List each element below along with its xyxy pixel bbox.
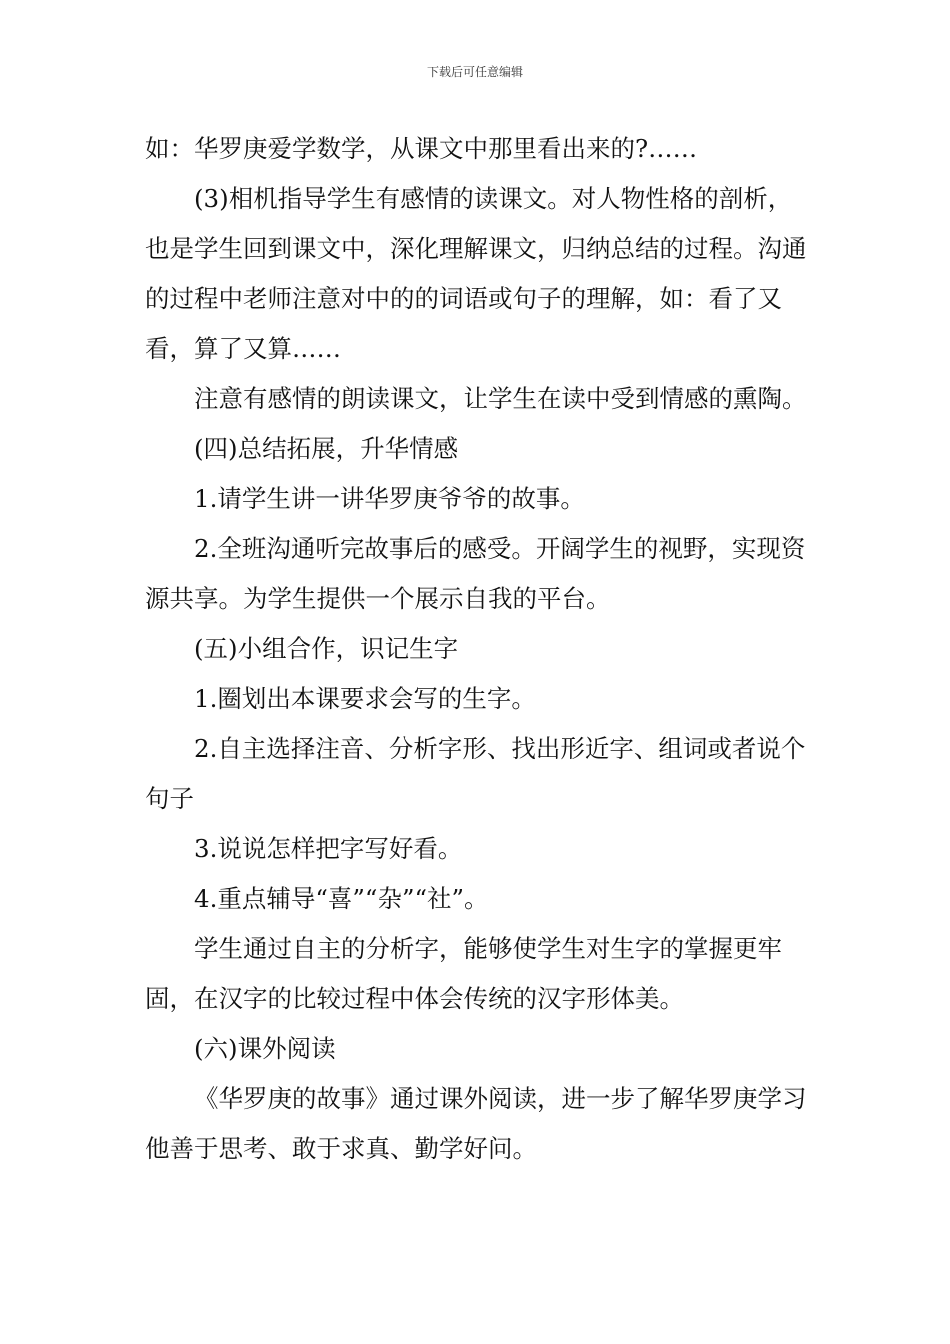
list-item: 2.自主选择注音、分析字形、找出形近字、组词或者说个句子 (145, 734, 806, 813)
section-heading: (四)总结拓展，升华情感 (194, 434, 459, 463)
list-item: 2.全班沟通听完故事后的感受。开阔学生的视野，实现资源共享。为学生提供一个展示自我的平台。 (145, 534, 806, 613)
list-item: 1.圈划出本课要求会写的生字。 (194, 684, 536, 713)
paragraph: 注意有感情的朗读课文，让学生在读中受到情感的熏陶。 (194, 384, 807, 413)
list-item: 3.说说怎样把字写好看。 (194, 834, 463, 863)
paragraph: 《华罗庚的故事》通过课外阅读，进一步了解华罗庚学习他善于思考、敢于求真、勤学好问。 (145, 1084, 807, 1163)
list-item: 1.请学生讲一讲华罗庚爷爷的故事。 (194, 484, 585, 513)
document-body (145, 124, 810, 1174)
paragraph: 学生通过自主的分析字，能够使学生对生字的掌握更牢固，在汉字的比较过程中体会传统的汉字形体美。 (145, 934, 782, 1013)
paragraph: 如：华罗庚爱学数学，从课文中那里看出来的?…… (145, 134, 698, 163)
section-heading: (五)小组合作，识记生字 (194, 634, 459, 663)
list-item: 4.重点辅导“喜”“杂”“社”。 (194, 884, 489, 913)
section-heading: (六)课外阅读 (194, 1034, 336, 1063)
page-header: 下载后可任意编辑 (426, 65, 523, 79)
paragraph: (3)相机指导学生有感情的读课文。对人物性格的剖析，也是学生回到课文中，深化理解课文，归纳总结的过程。沟通的过程中老师注意对中的的词语或句子的理解，如：看了又看，算了又算…… (145, 184, 807, 363)
